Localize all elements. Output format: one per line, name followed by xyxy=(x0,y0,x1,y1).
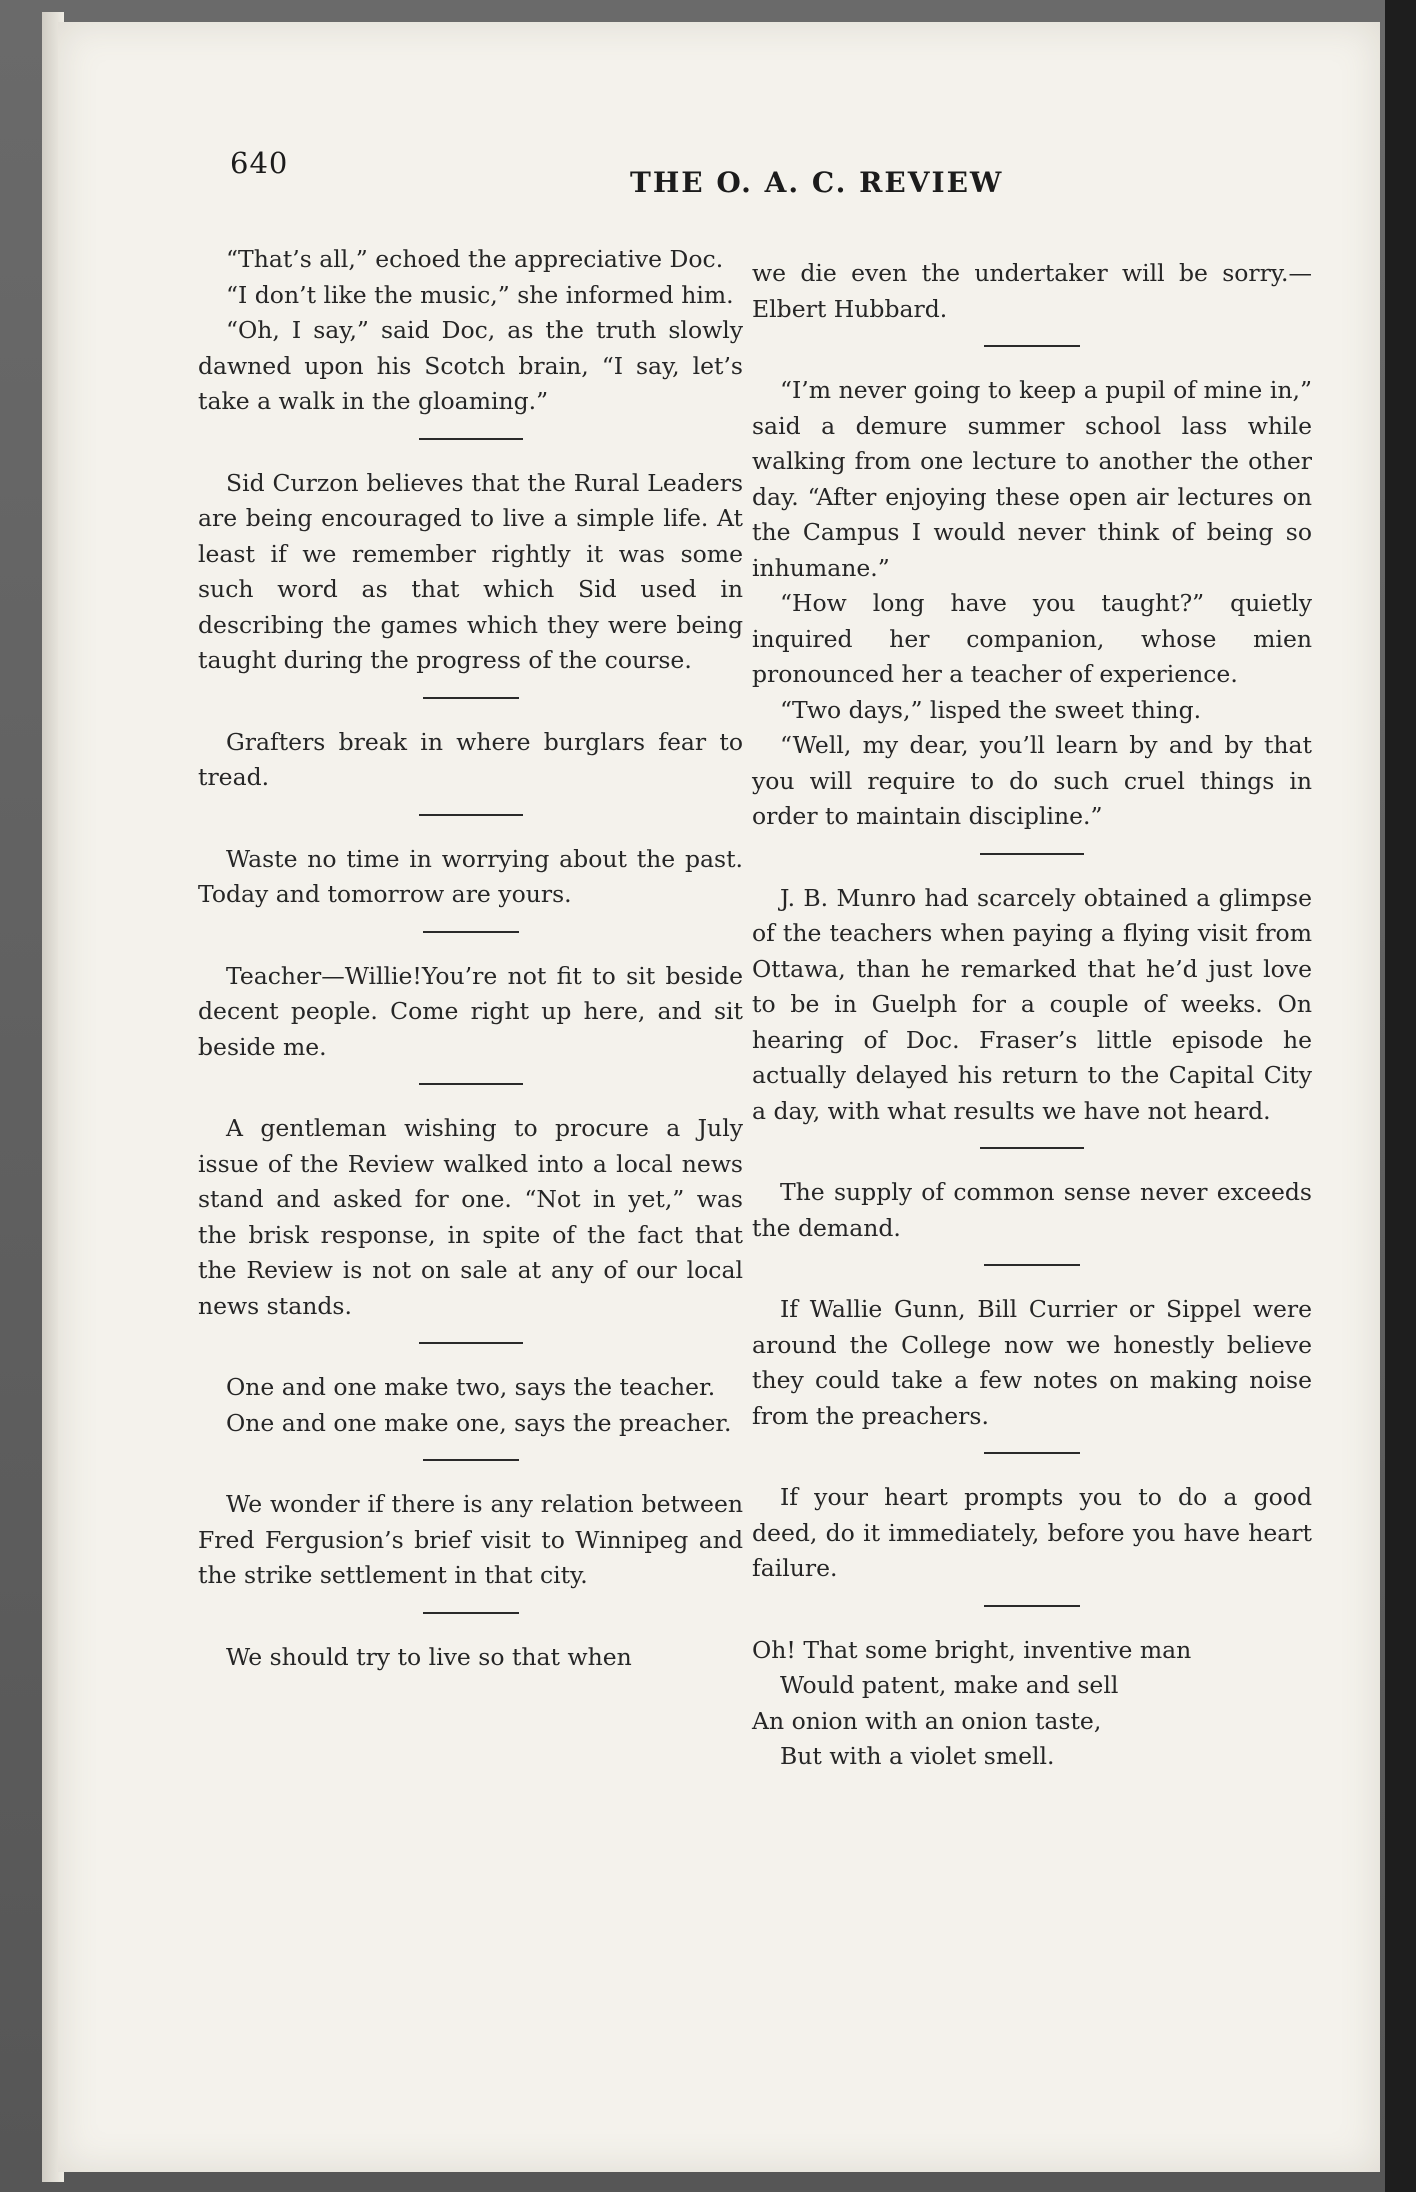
paragraph: Waste no time in worrying about the past. Today and tomorrow are yours. xyxy=(198,844,743,908)
paragraph: We should try to live so that when xyxy=(226,1642,632,1671)
divider xyxy=(423,697,519,699)
divider xyxy=(423,1459,519,1461)
paragraph: “Well, my dear, you’ll learn by and by that you will require to do such cruel things in order to maintain discipline.” xyxy=(752,731,1312,830)
paragraph: “I’m never going to keep a pupil of mine in,” said a demure summer school lass while walking from one lecture to another the other day. “After enjoying these open air lectures on the Campus I would never think of being so inhumane.” xyxy=(752,376,1312,582)
poem-line: But with a violet smell. xyxy=(780,1742,1055,1770)
paragraph: Sid Curzon believes that the Rural Leaders are being encouraged to live a simple life. At least if we remember rightly it was some such word as that which Sid used in describing the games which they were being taught during the progress of the course. xyxy=(198,468,743,674)
divider xyxy=(423,1612,519,1614)
page-number: 640 xyxy=(230,146,289,180)
poem xyxy=(752,1633,1312,1775)
paragraph: A gentleman wishing to procure a July issue of the Review walked into a local news stand and asked for one. “Not in yet,” was the brisk response, in spite of the fact that the Review is not on sale at any of our local news stands. xyxy=(198,1114,743,1320)
paragraph: Teacher—Willie!You’re not fit to sit beside decent people. Come right up here, and sit beside me. xyxy=(198,961,743,1061)
paragraph: “Two days,” lisped the sweet thing. xyxy=(780,695,1202,724)
divider xyxy=(984,1452,1080,1454)
poem-line: Oh! That some bright, inventive man xyxy=(752,1635,1192,1664)
divider xyxy=(419,814,523,816)
left-column xyxy=(198,242,743,1675)
divider xyxy=(423,931,519,933)
paragraph: If your heart prompts you to do a good deed, do it immediately, before you have heart failure. xyxy=(752,1483,1312,1582)
paragraph: “I don’t like the music,” she informed him. xyxy=(226,280,734,309)
paragraph: Grafters break in where burglars fear to tread. xyxy=(198,727,743,791)
divider xyxy=(984,1264,1080,1266)
poem-line: An onion with an onion taste, xyxy=(752,1706,1102,1735)
poem-line: Would patent, make and sell xyxy=(780,1671,1119,1699)
paragraph: If Wallie Gunn, Bill Currier or Sippel were around the College now we honestly believe they could take a few notes on making noise from the preachers. xyxy=(752,1295,1312,1430)
paragraph: “Oh, I say,” said Doc, as the truth slowly dawned upon his Scotch brain, “I say, let’s take a walk in the gloaming.” xyxy=(198,316,743,415)
paragraph: “How long have you taught?” quietly inquired her companion, whose mien pronounced her a teacher of experience. xyxy=(752,589,1312,688)
paragraph: The supply of common sense never exceeds the demand. xyxy=(752,1178,1312,1242)
divider xyxy=(984,1605,1080,1607)
divider xyxy=(419,1083,523,1085)
divider xyxy=(419,1342,523,1344)
running-head: THE O. A. C. REVIEW xyxy=(630,166,1004,199)
right-column xyxy=(752,256,1312,1775)
paragraph: we die even the undertaker will be sorry.—Elbert Hubbard. xyxy=(752,259,1312,323)
paragraph: One and one make one, says the preacher. xyxy=(226,1408,732,1437)
divider xyxy=(980,1147,1084,1149)
divider xyxy=(419,438,523,440)
divider xyxy=(980,853,1084,855)
paragraph: “That’s all,” echoed the appreciative Doc. xyxy=(226,245,724,273)
divider xyxy=(984,345,1080,347)
paragraph: J. B. Munro had scarcely obtained a glimpse of the teachers when paying a flying visit from Ottawa, than he remarked that he’d just love to be in Guelph for a couple of weeks. On hearing of Doc. Fraser’s little episode he actually delayed his return to the Capital City a day, with what results we have not heard. xyxy=(752,883,1312,1125)
paragraph: One and one make two, says the teacher. xyxy=(226,1373,716,1401)
paragraph: We wonder if there is any relation between Fred Fergusion’s brief visit to Winnipeg and the strike settlement in that city. xyxy=(198,1490,743,1589)
book-spine xyxy=(1385,0,1416,2192)
